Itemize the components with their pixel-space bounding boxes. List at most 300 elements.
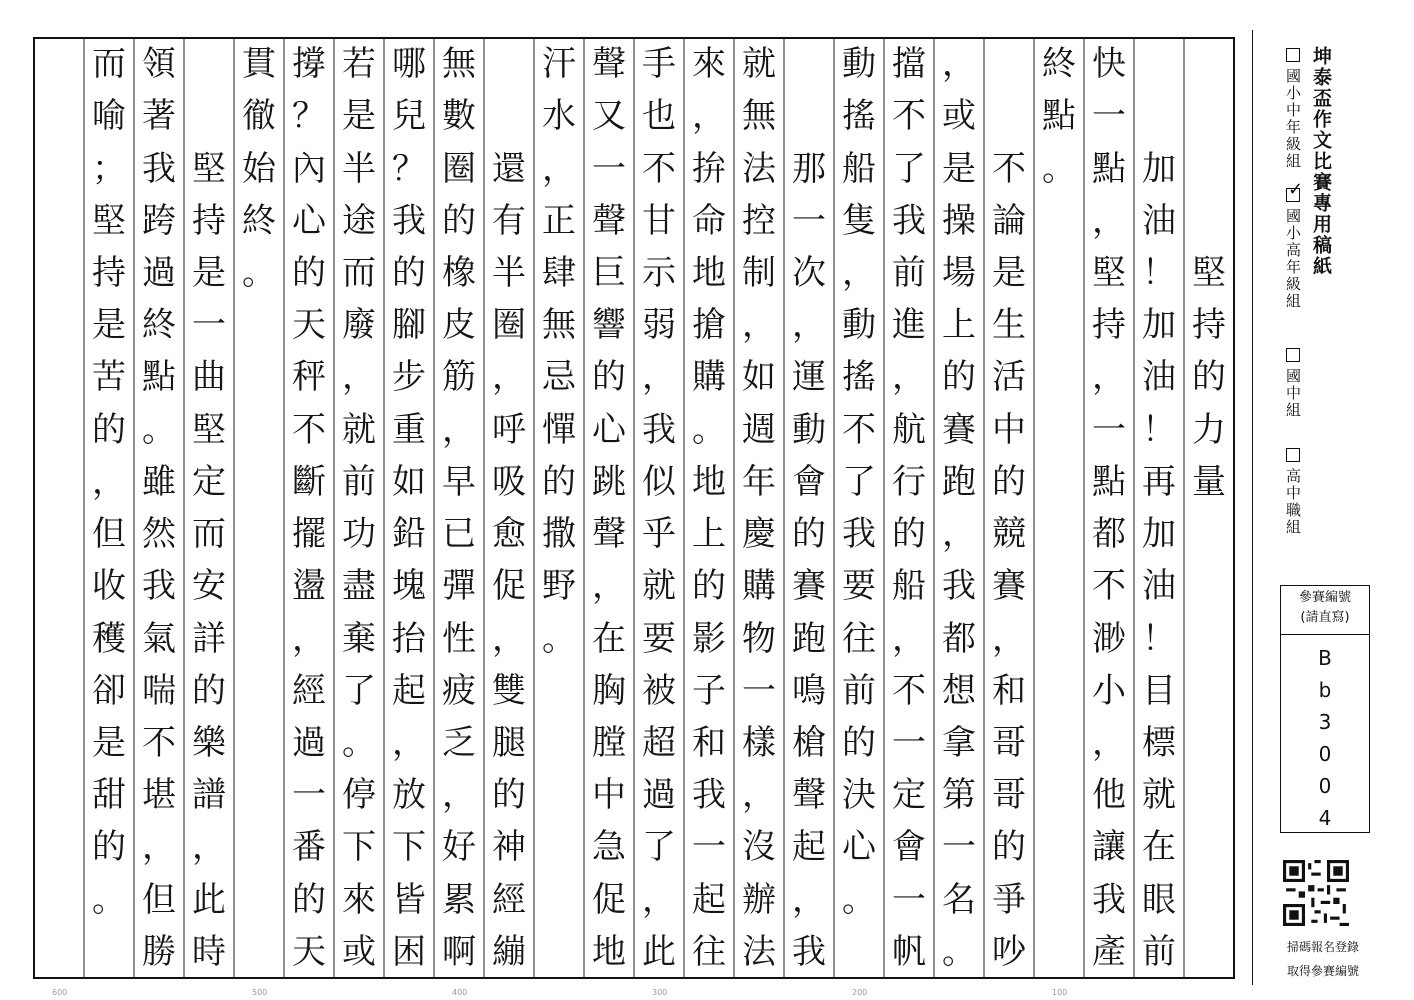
essay-character: 法 bbox=[742, 931, 776, 972]
essay-character: 終 bbox=[242, 200, 276, 241]
essay-character: 彈 bbox=[442, 566, 476, 607]
essay-character: ， bbox=[692, 96, 726, 137]
essay-character: ， bbox=[892, 618, 926, 659]
essay-character: 搖 bbox=[842, 96, 876, 137]
essay-character: ， bbox=[292, 618, 326, 659]
essay-character: 一 bbox=[592, 148, 626, 189]
essay-character: 我 bbox=[792, 931, 826, 972]
essay-character: 兒 bbox=[392, 96, 426, 137]
essay-character: 船 bbox=[892, 566, 926, 607]
char-counter-100: 100 bbox=[1052, 988, 1068, 997]
essay-character: 是 bbox=[342, 96, 376, 137]
essay-character bbox=[1188, 90, 1230, 142]
essay-character: 不 bbox=[842, 409, 876, 450]
essay-character: ， bbox=[892, 357, 926, 398]
essay-character: 動 bbox=[842, 44, 876, 85]
essay-character: 的 bbox=[292, 252, 326, 293]
essay-character: 而 bbox=[192, 514, 226, 555]
essay-character: 。 bbox=[242, 252, 276, 293]
essay-character: 啊 bbox=[442, 931, 476, 972]
essay-character: 促 bbox=[592, 879, 626, 920]
essay-character: 的 bbox=[392, 252, 426, 293]
essay-character: ， bbox=[542, 148, 576, 189]
essay-character: 盪 bbox=[292, 566, 326, 607]
essay-character: 我 bbox=[642, 409, 676, 450]
essay-character: ， bbox=[142, 827, 176, 868]
essay-character bbox=[1188, 38, 1230, 90]
essay-character: 時 bbox=[192, 931, 226, 972]
essay-character: ！ bbox=[1142, 409, 1176, 450]
essay-character bbox=[788, 90, 830, 142]
essay-character: 過 bbox=[142, 252, 176, 293]
essay-character: ， bbox=[1092, 357, 1126, 398]
qr-caption-register: 掃碼報名登錄 bbox=[1286, 940, 1359, 954]
essay-character: 是 bbox=[92, 305, 126, 346]
essay-character: ！ bbox=[1142, 618, 1176, 659]
essay-character: 一 bbox=[192, 305, 226, 346]
essay-character: 油 bbox=[1142, 566, 1176, 607]
essay-character: 地 bbox=[592, 931, 626, 972]
essay-column bbox=[1038, 38, 1080, 978]
essay-character: 賽 bbox=[992, 566, 1026, 607]
essay-character: 正 bbox=[542, 200, 576, 241]
essay-character: 活 bbox=[992, 357, 1026, 398]
essay-character: 早 bbox=[442, 461, 476, 502]
essay-character: 。 bbox=[942, 931, 976, 972]
essay-character: 徹 bbox=[242, 96, 276, 137]
entry-id-value[interactable]: Bb3004 bbox=[1313, 646, 1337, 838]
essay-character: 性 bbox=[442, 618, 476, 659]
essay-character: 賽 bbox=[942, 409, 976, 450]
essay-character: 堅 bbox=[192, 148, 226, 189]
essay-character: 響 bbox=[592, 305, 626, 346]
essay-character: 辦 bbox=[742, 879, 776, 920]
essay-character: 是 bbox=[942, 148, 976, 189]
essay-character: 就 bbox=[1142, 775, 1176, 816]
essay-character: 制 bbox=[742, 252, 776, 293]
essay-character: 的 bbox=[892, 514, 926, 555]
essay-character: 但 bbox=[92, 514, 126, 555]
essay-character: 腳 bbox=[392, 305, 426, 346]
essay-character: 也 bbox=[642, 96, 676, 137]
essay-character: 一 bbox=[692, 827, 726, 868]
entry-id-title: 參賽編號 bbox=[1298, 590, 1351, 605]
essay-character: 目 bbox=[1142, 670, 1176, 711]
sheet-title: 坤泰盃作文比賽專用稿紙 bbox=[1310, 46, 1332, 277]
essay-character: 的 bbox=[942, 357, 976, 398]
essay-character: 半 bbox=[342, 148, 376, 189]
essay-character: 了 bbox=[892, 148, 926, 189]
essay-character: 穫 bbox=[92, 618, 126, 659]
essay-character: 圈 bbox=[492, 305, 526, 346]
essay-character: 皮 bbox=[442, 305, 476, 346]
essay-character: 然 bbox=[142, 514, 176, 555]
essay-character: 卻 bbox=[92, 670, 126, 711]
essay-character: 週 bbox=[742, 409, 776, 450]
essay-character: 堅 bbox=[192, 409, 226, 450]
essay-column bbox=[338, 38, 380, 978]
group-option-high-school[interactable] bbox=[1283, 448, 1304, 536]
essay-character: 標 bbox=[1142, 722, 1176, 763]
essay-character: 塊 bbox=[392, 566, 426, 607]
essay-character: ， bbox=[792, 879, 826, 920]
essay-character: 憚 bbox=[542, 409, 576, 450]
checkbox-icon[interactable] bbox=[1286, 48, 1300, 62]
essay-character: 量 bbox=[1192, 461, 1226, 502]
essay-character: 不 bbox=[292, 409, 326, 450]
essay-character: 喻 bbox=[92, 96, 126, 137]
essay-character: 的 bbox=[842, 722, 876, 763]
essay-character: 的 bbox=[992, 827, 1026, 868]
essay-character: 地 bbox=[692, 461, 726, 502]
checkbox-icon[interactable] bbox=[1286, 179, 1306, 202]
essay-character: 斷 bbox=[292, 461, 326, 502]
essay-character: 了 bbox=[642, 827, 676, 868]
essay-character: 經 bbox=[292, 670, 326, 711]
group-label: 國小中年級組 bbox=[1284, 68, 1302, 170]
essay-character: 著 bbox=[142, 96, 176, 137]
essay-character: 拿 bbox=[942, 722, 976, 763]
essay-character: ， bbox=[742, 305, 776, 346]
essay-column bbox=[1138, 38, 1180, 978]
essay-character bbox=[988, 90, 1030, 142]
essay-character: 跑 bbox=[792, 618, 826, 659]
essay-character: 的 bbox=[692, 566, 726, 607]
essay-character: 持 bbox=[1192, 305, 1226, 346]
essay-character: 起 bbox=[692, 879, 726, 920]
essay-character: 若 bbox=[342, 44, 376, 85]
essay-character: 而 bbox=[342, 252, 376, 293]
essay-character: 在 bbox=[592, 618, 626, 659]
essay-character: 皆 bbox=[392, 879, 426, 920]
essay-character: 巨 bbox=[592, 252, 626, 293]
essay-character: 前 bbox=[892, 252, 926, 293]
essay-character: 過 bbox=[292, 722, 326, 763]
essay-character: 我 bbox=[892, 200, 926, 241]
essay-character: 不 bbox=[892, 96, 926, 137]
essay-character: 渺 bbox=[1092, 618, 1126, 659]
essay-character: 終 bbox=[1042, 44, 1076, 85]
essay-character: 吸 bbox=[492, 461, 526, 502]
essay-character: 一 bbox=[1092, 96, 1126, 137]
group-option-junior-elementary[interactable] bbox=[1283, 48, 1304, 170]
essay-character: 。 bbox=[142, 409, 176, 450]
essay-character: 。 bbox=[1042, 148, 1076, 189]
essay-character: 累 bbox=[442, 879, 476, 920]
essay-character: ， bbox=[942, 44, 976, 85]
essay-character: 。 bbox=[842, 879, 876, 920]
essay-character: 內 bbox=[292, 148, 326, 189]
essay-column bbox=[988, 38, 1030, 978]
essay-character: 甘 bbox=[642, 200, 676, 241]
essay-character: 槍 bbox=[792, 722, 826, 763]
essay-character: 前 bbox=[842, 670, 876, 711]
essay-character: 領 bbox=[142, 44, 176, 85]
essay-character: 力 bbox=[1192, 409, 1226, 450]
essay-character: 好 bbox=[442, 827, 476, 868]
essay-character: 的 bbox=[592, 357, 626, 398]
essay-character: 已 bbox=[442, 514, 476, 555]
essay-character: 途 bbox=[342, 200, 376, 241]
essay-character: 又 bbox=[592, 96, 626, 137]
essay-character bbox=[788, 38, 830, 90]
essay-character: 無 bbox=[742, 96, 776, 137]
essay-character: 那 bbox=[792, 148, 826, 189]
essay-character: 抬 bbox=[392, 618, 426, 659]
essay-character: 秤 bbox=[292, 357, 326, 398]
essay-character: 一 bbox=[1092, 409, 1126, 450]
essay-character: 聲 bbox=[792, 775, 826, 816]
essay-character: 還 bbox=[492, 148, 526, 189]
essay-character: 神 bbox=[492, 827, 526, 868]
essay-character: 影 bbox=[692, 618, 726, 659]
essay-column bbox=[938, 38, 980, 978]
essay-character: 的 bbox=[292, 879, 326, 920]
essay-character: 呼 bbox=[492, 409, 526, 450]
essay-character: 運 bbox=[792, 357, 826, 398]
essay-column bbox=[288, 38, 330, 978]
essay-character: 詳 bbox=[192, 618, 226, 659]
essay-character: 帆 bbox=[892, 931, 926, 972]
essay-character: 不 bbox=[1092, 566, 1126, 607]
essay-column bbox=[188, 38, 230, 978]
essay-character: 油 bbox=[1142, 200, 1176, 241]
essay-character: 無 bbox=[542, 305, 576, 346]
essay-character: 不 bbox=[642, 148, 676, 189]
essay-character: 。 bbox=[92, 879, 126, 920]
essay-character: 急 bbox=[592, 827, 626, 868]
essay-character: 了 bbox=[842, 461, 876, 502]
essay-column bbox=[738, 38, 780, 978]
essay-character: 天 bbox=[292, 931, 326, 972]
essay-character: 上 bbox=[692, 514, 726, 555]
essay-character: 撐 bbox=[292, 44, 326, 85]
essay-character: 半 bbox=[492, 252, 526, 293]
essay-character: 促 bbox=[492, 566, 526, 607]
essay-character: 。 bbox=[342, 722, 376, 763]
essay-character: 中 bbox=[592, 775, 626, 816]
essay-character: 貫 bbox=[242, 44, 276, 85]
essay-character: 番 bbox=[292, 827, 326, 868]
entry-id-header bbox=[1281, 586, 1369, 635]
essay-character: 油 bbox=[1142, 357, 1176, 398]
essay-character: 跳 bbox=[592, 461, 626, 502]
essay-character bbox=[188, 90, 230, 142]
essay-character: 讓 bbox=[1092, 827, 1126, 868]
essay-character: ， bbox=[442, 409, 476, 450]
essay-character: 下 bbox=[392, 827, 426, 868]
essay-character: 如 bbox=[392, 461, 426, 502]
essay-character: 樣 bbox=[742, 722, 776, 763]
essay-character: 筋 bbox=[442, 357, 476, 398]
essay-character: ， bbox=[492, 357, 526, 398]
essay-character: 起 bbox=[392, 670, 426, 711]
essay-character: ， bbox=[1092, 722, 1126, 763]
checkbox-icon[interactable] bbox=[1286, 348, 1300, 362]
essay-character bbox=[188, 38, 230, 90]
essay-character: ， bbox=[492, 618, 526, 659]
essay-character: 都 bbox=[1092, 514, 1126, 555]
essay-character: 經 bbox=[492, 879, 526, 920]
essay-character: 廢 bbox=[342, 305, 376, 346]
essay-character: 腿 bbox=[492, 722, 526, 763]
essay-character: 上 bbox=[942, 305, 976, 346]
essay-character: 下 bbox=[342, 827, 376, 868]
essay-character: 物 bbox=[742, 618, 776, 659]
essay-character: 點 bbox=[142, 357, 176, 398]
essay-character: 來 bbox=[342, 879, 376, 920]
essay-character: ， bbox=[642, 879, 676, 920]
essay-character bbox=[1188, 195, 1230, 247]
char-counter-500: 500 bbox=[252, 988, 268, 997]
essay-character: 不 bbox=[892, 670, 926, 711]
essay-character: 沒 bbox=[742, 827, 776, 868]
essay-character: 購 bbox=[692, 357, 726, 398]
essay-character: 聲 bbox=[592, 514, 626, 555]
essay-character: 生 bbox=[992, 305, 1026, 346]
essay-character: 第 bbox=[942, 775, 976, 816]
essay-character: 此 bbox=[642, 931, 676, 972]
essay-character: 忌 bbox=[542, 357, 576, 398]
essay-character: 想 bbox=[942, 670, 976, 711]
essay-character: 點 bbox=[1092, 461, 1126, 502]
essay-character: 圈 bbox=[442, 148, 476, 189]
essay-character: 的 bbox=[1192, 357, 1226, 398]
essay-character: 心 bbox=[842, 827, 876, 868]
essay-character: 爭 bbox=[992, 879, 1026, 920]
essay-character: 年 bbox=[742, 461, 776, 502]
essay-character: 動 bbox=[792, 409, 826, 450]
essay-character: ， bbox=[1092, 200, 1126, 241]
essay-character bbox=[488, 90, 530, 142]
essay-character: 的 bbox=[92, 409, 126, 450]
essay-character: 跨 bbox=[142, 200, 176, 241]
essay-character: 是 bbox=[992, 252, 1026, 293]
essay-character: 起 bbox=[792, 827, 826, 868]
essay-character: 膛 bbox=[592, 722, 626, 763]
essay-character: 決 bbox=[842, 775, 876, 816]
essay-column bbox=[1088, 38, 1130, 978]
essay-character: 會 bbox=[892, 827, 926, 868]
essay-character: 勝 bbox=[142, 931, 176, 972]
essay-character: 不 bbox=[142, 722, 176, 763]
essay-character: 跑 bbox=[942, 461, 976, 502]
essay-character: 水 bbox=[542, 96, 576, 137]
essay-character: 持 bbox=[192, 200, 226, 241]
essay-character: 會 bbox=[792, 461, 826, 502]
essay-character: 或 bbox=[342, 931, 376, 972]
essay-character: ， bbox=[942, 514, 976, 555]
essay-character: 一 bbox=[892, 879, 926, 920]
essay-character: ， bbox=[642, 357, 676, 398]
essay-character: 過 bbox=[642, 775, 676, 816]
essay-character: 和 bbox=[992, 670, 1026, 711]
essay-character: 的 bbox=[992, 461, 1026, 502]
essay-character: 的 bbox=[792, 514, 826, 555]
essay-character: 超 bbox=[642, 722, 676, 763]
essay-character: 控 bbox=[742, 200, 776, 241]
essay-character: 不 bbox=[992, 148, 1026, 189]
essay-character: 持 bbox=[92, 252, 126, 293]
essay-character: 場 bbox=[942, 252, 976, 293]
essay-character: 。 bbox=[692, 409, 726, 450]
essay-character: 進 bbox=[892, 305, 926, 346]
char-counter-300: 300 bbox=[652, 988, 668, 997]
essay-character: 一 bbox=[792, 200, 826, 241]
essay-character: 操 bbox=[942, 200, 976, 241]
entry-id-hint: (請直寫) bbox=[1300, 610, 1350, 625]
checkbox-icon[interactable] bbox=[1286, 448, 1300, 462]
essay-character: 加 bbox=[1142, 305, 1176, 346]
essay-character: 弱 bbox=[642, 305, 676, 346]
essay-character: 往 bbox=[842, 618, 876, 659]
essay-character: 雙 bbox=[492, 670, 526, 711]
essay-character: 次 bbox=[792, 252, 826, 293]
essay-character: 我 bbox=[142, 148, 176, 189]
essay-character: 一 bbox=[942, 827, 976, 868]
group-option-junior-high[interactable] bbox=[1283, 348, 1304, 419]
essay-column bbox=[88, 38, 130, 978]
essay-character: 航 bbox=[892, 409, 926, 450]
essay-character: 但 bbox=[142, 879, 176, 920]
qr-code-icon[interactable] bbox=[1283, 860, 1349, 926]
essay-character: 就 bbox=[742, 44, 776, 85]
essay-character: 產 bbox=[1092, 931, 1126, 972]
essay-character: 購 bbox=[742, 566, 776, 607]
essay-character: 我 bbox=[692, 775, 726, 816]
essay-character: 搶 bbox=[692, 305, 726, 346]
essay-column bbox=[788, 38, 830, 978]
essay-character: ， bbox=[92, 461, 126, 502]
qr-caption-entry-id: 取得參賽編號 bbox=[1286, 964, 1359, 978]
essay-character: ！ bbox=[1142, 252, 1176, 293]
essay-character: 一 bbox=[742, 670, 776, 711]
essay-character: 擋 bbox=[892, 44, 926, 85]
essay-character: 橡 bbox=[442, 252, 476, 293]
checkmark-icon: ✓ bbox=[1288, 179, 1306, 200]
essay-character: 都 bbox=[942, 618, 976, 659]
essay-character: 小 bbox=[1092, 670, 1126, 711]
essay-character: 心 bbox=[292, 200, 326, 241]
essay-character: 命 bbox=[692, 200, 726, 241]
essay-character: ； bbox=[92, 148, 126, 189]
essay-character: 競 bbox=[992, 514, 1026, 555]
essay-character: 似 bbox=[642, 461, 676, 502]
essay-character: 拚 bbox=[692, 148, 726, 189]
essay-character: 船 bbox=[842, 148, 876, 189]
essay-column bbox=[538, 38, 580, 978]
essay-character: 就 bbox=[642, 566, 676, 607]
group-label: 國中組 bbox=[1284, 368, 1302, 419]
essay-character: 隻 bbox=[842, 200, 876, 241]
essay-character: 我 bbox=[142, 566, 176, 607]
essay-character: 乏 bbox=[442, 722, 476, 763]
essay-character: ， bbox=[392, 722, 426, 763]
essay-character: 心 bbox=[592, 409, 626, 450]
essay-character: 地 bbox=[692, 252, 726, 293]
essay-column bbox=[1188, 38, 1230, 978]
essay-character: 來 bbox=[692, 44, 726, 85]
essay-character: 安 bbox=[192, 566, 226, 607]
essay-character: 要 bbox=[842, 566, 876, 607]
essay-character: 了 bbox=[342, 670, 376, 711]
essay-character: 要 bbox=[642, 618, 676, 659]
essay-character: 無 bbox=[442, 44, 476, 85]
essay-character: 前 bbox=[1142, 931, 1176, 972]
essay-character: 吵 bbox=[992, 931, 1026, 972]
essay-character: 我 bbox=[1092, 879, 1126, 920]
group-option-senior-elementary[interactable] bbox=[1283, 179, 1306, 310]
